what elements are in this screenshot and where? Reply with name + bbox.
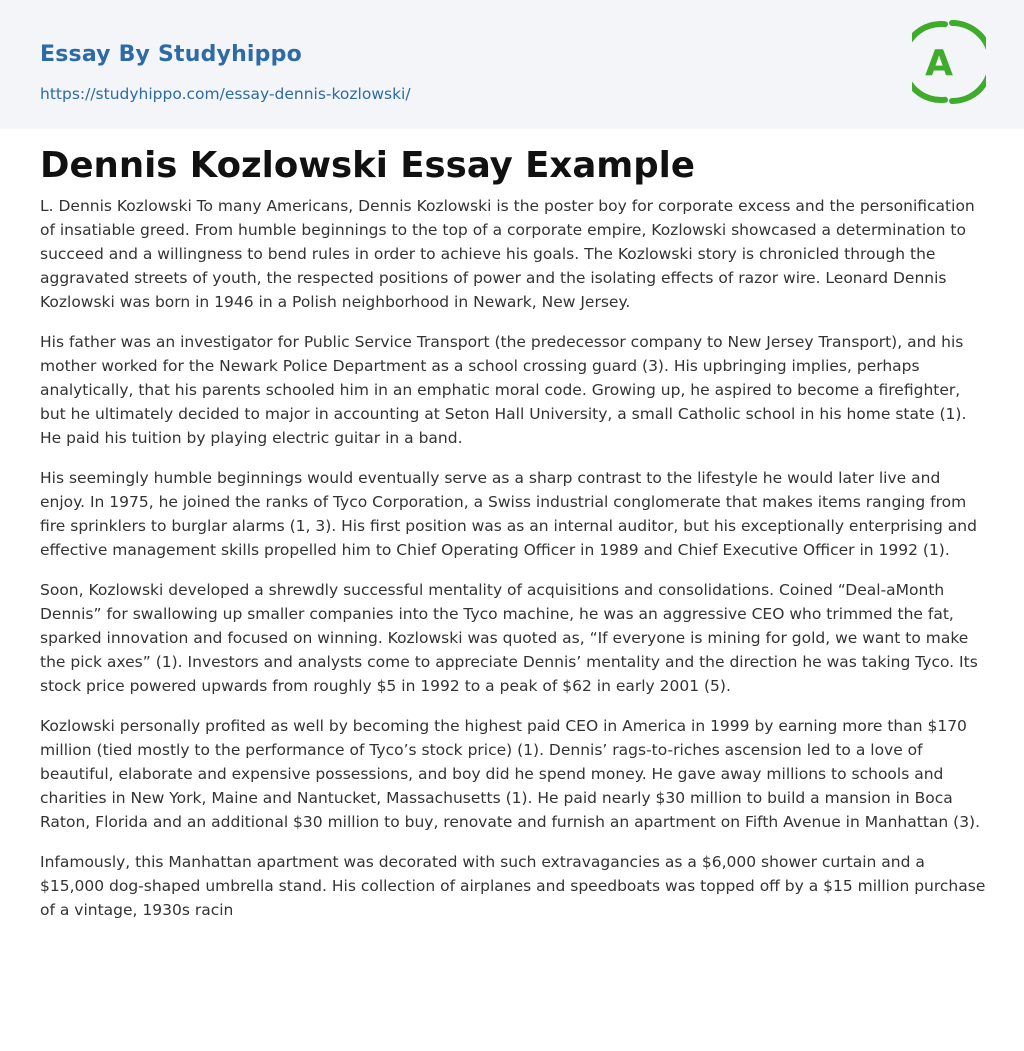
- essay-paragraph: Soon, Kozlowski developed a shrewdly successful mentality of acquisitions and consolidations. Coined “Deal-aMonth Dennis” for swallowing up smaller companies into the Tyco machine, he was an aggressive CEO who trimmed the fat, sparked innovation and focused on winning. Kozlowski was quoted as, “If everyone is mining for gold, we want to make the pick axes” (1). Investors and analysts come to appreciate Dennis’ mentality and the direction he was taking Tyco. Its stock price powered upwards from roughly $5 in 1992 to a peak of $62 in early 2001 (5).: [40, 581, 978, 695]
- essay-body: [40, 194, 987, 938]
- logo-letter: A: [925, 43, 953, 84]
- essay-paragraph: His seemingly humble beginnings would eventually serve as a sharp contrast to the lifestyle he would later live and enjoy. In 1975, he joined the ranks of Tyco Corporation, a Swiss industrial conglomerate that makes items ranging from fire sprinklers to burglar alarms (1, 3). His first position was as an internal auditor, but his exceptionally enterprising and effective management skills propelled him to Chief Operating Officer in 1989 and Chief Executive Officer in 1992 (1).: [40, 469, 977, 559]
- site-brand[interactable]: Essay By Studyhippo: [40, 42, 302, 67]
- essay-title: Dennis Kozlowski Essay Example: [40, 145, 695, 186]
- circular-A-logo-icon[interactable]: [912, 19, 986, 105]
- essay-paragraph: L. Dennis Kozlowski To many Americans, Dennis Kozlowski is the poster boy for corporate excess and the personification of insatiable greed. From humble beginnings to the top of a corporate empire, Kozlowski showcased a determination to succeed and a willingness to bend rules in order to achieve his goals. The Kozlowski story is chronicled through the aggravated streets of youth, the respected positions of power and the isolating effects of razor wire. Leonard Dennis Kozlowski was born in 1946 in a Polish neighborhood in Newark, New Jersey.: [40, 197, 975, 311]
- essay-paragraph: His father was an investigator for Public Service Transport (the predecessor company to New Jersey Transport), and his mother worked for the Newark Police Department as a school crossing guard (3). His upbringing implies, perhaps analytically, that his parents schooled him in an emphatic moral code. Growing up, he aspired to become a firefighter, but he ultimately decided to major in accounting at Seton Hall University, a small Catholic school in his home state (1). He paid his tuition by playing electric guitar in a band.: [40, 333, 967, 447]
- essay-paragraph: Kozlowski personally profited as well by becoming the highest paid CEO in America in 1999 by earning more than $170 million (tied mostly to the performance of Tyco’s stock price) (1). Dennis’ rags-to-riches ascension led to a love of beautiful, elaborate and expensive possessions, and boy did he spend money. He gave away millions to schools and charities in New York, Maine and Nantucket, Massachusetts (1). He paid nearly $30 million to build a mansion in Boca Raton, Florida and an additional $30 million to buy, renovate and furnish an apartment on Fifth Avenue in Manhattan (3).: [40, 717, 981, 831]
- site-header: [0, 0, 1024, 129]
- essay-paragraph: Infamously, this Manhattan apartment was decorated with such extravagancies as a $6,000 shower curtain and a $15,000 dog-shaped umbrella stand. His collection of airplanes and speedboats was topped off by a $15 million purchase of a vintage, 1930s racin: [40, 853, 986, 919]
- page-url-link[interactable]: https://studyhippo.com/essay-dennis-kozlowski/: [40, 85, 411, 103]
